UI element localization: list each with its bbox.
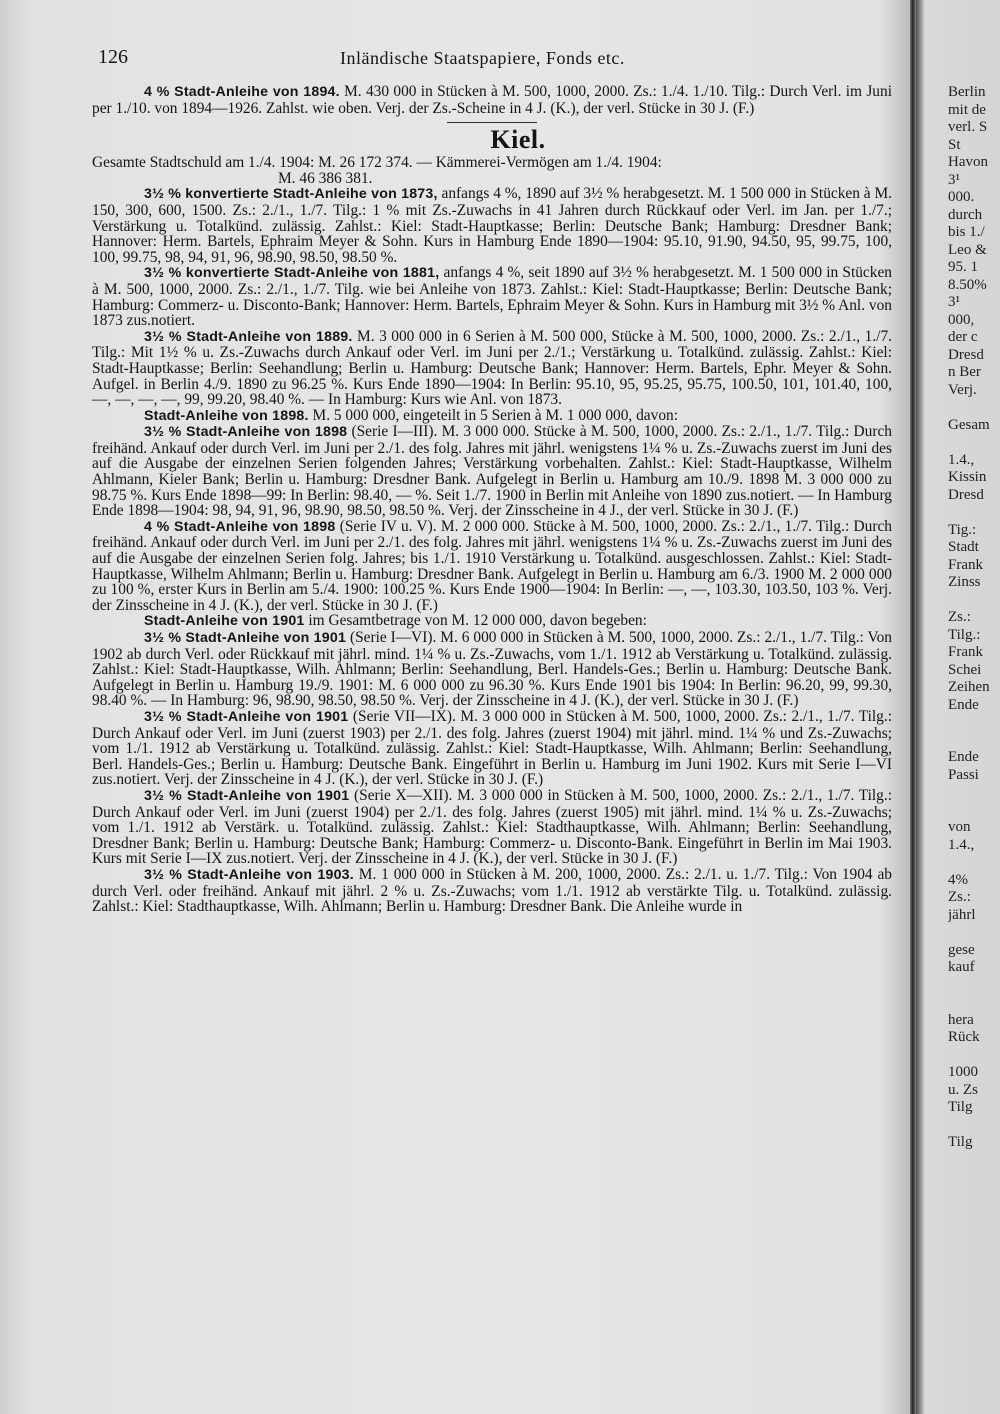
- facing-page-line: Dresd: [948, 486, 984, 503]
- facing-page-line: Zeihen: [948, 679, 990, 695]
- facing-page-line: bis 1./: [948, 224, 985, 240]
- facing-page-line: kauf: [948, 959, 975, 975]
- facing-page-line: Zs.:: [948, 889, 971, 905]
- loan-title: Stadt-Anleihe von 1901: [144, 613, 305, 630]
- kiel-loan-entries: [92, 186, 892, 914]
- facing-page-line: Gesam: [948, 416, 990, 433]
- loan-entry: [92, 788, 892, 867]
- facing-page-line: [948, 802, 1000, 820]
- facing-page-line: [948, 924, 1000, 942]
- running-title: Inländische Staatspapiere, Fonds etc.: [340, 48, 625, 68]
- city-heading: Kiel.: [490, 125, 546, 155]
- facing-page-line: [948, 434, 1000, 452]
- page-number: 126: [98, 46, 128, 68]
- facing-page-line: 000.: [948, 189, 975, 205]
- facing-page-line: St: [948, 136, 961, 153]
- loan-title: 3½ % Stadt-Anleihe von 1901: [144, 708, 349, 725]
- facing-page-line: [948, 399, 1000, 417]
- loan-details: (Serie I—III). M. 3 000 000. Stücke à M. 500, 1000, 2000. Zs.: 2./1., 1./7. Tilg.: Durch freihänd. Ankauf oder durch Verl. im Juni per 2./1. des folg. Jahres mit jährl. wenigstens 1¼ % u. Zs.-Zuwachs zuerst im Juni des auf die Ausgabe der einzelnen Serien folgenden Jahres; Verstärkung vorbehalten. Zahlst.: Kiel: Stadt-Hauptkasse, Wilhelm Ahlmann, Kieler Bank; Berlin u. Hamburg: Dresdner Bank. Aufgelegt in Berlin u. Hamburg am 10./9. 1898 M. 3 000 000 zu 98.75 %. Kurs Ende 1898—99: In Berlin: 98.40, — %. Seit 1./7. 1900 in Berlin mit Anleihe von 1890 zus.notiert. — In Hamburg Ende 1898—1904: 98, 94, 91, 96, 98.90, 98.50, 98.50 %. Verj. der Zinsscheine in 4 J., der verl. Stücke in 30 J. (F.): [92, 423, 892, 520]
- facing-page-line: 1.4.,: [948, 836, 975, 853]
- loan-entry: [92, 329, 892, 408]
- facing-page-line: Tilg.:: [948, 626, 981, 643]
- facing-page-line: Stadt: [948, 539, 979, 555]
- facing-page-line: Zs.:: [948, 609, 971, 625]
- facing-page-line: Ende: [948, 749, 979, 765]
- loan-details: (Serie IV u. V). M. 2 000 000. Stücke à M. 500, 1000, 2000. Zs.: 2./1., 1./7. Tilg.: Durch freihänd. Ankauf oder durch Verl. im Juni per 2./1. des folg. Jahres mit jährl. wenigstens 1¼ % u. Zs.-Zuwachs zuerst im Juni des auf die Ausgabe der einzelnen Serien folg. Jahres; bis 1./1. 1910 Verstärkung u. Totalkünd. ausgeschlossen. Zahlst.: Kiel: Stadt-Hauptkasse, Wilhelm Ahlmann; Berlin u. Hamburg: Dresdner Bank. Aufgelegt in Berlin u. Hamburg am 6./3. 1900 M. 2 000 000 zu 100 %, erster Kurs in Berlin am 5./4. 1900: 100.25 %. Kurs Ende 1900—1904: In Berlin: —, —, 103.30, 103.50, 103 %. Verj. der Zinsscheine in 4 J. (K.), der verl. Stücke in 30 J. (F.): [92, 517, 892, 614]
- facing-page-line: jährl: [948, 906, 976, 923]
- facing-page-line: 1.4.,: [948, 451, 975, 468]
- loan-title: 4 % Stadt-Anleihe von 1898: [144, 518, 336, 535]
- loan-entry: [92, 630, 892, 709]
- facing-page-line: Frank: [948, 556, 983, 573]
- loan-details: im Gesamtbetrage von M. 12 000 000, davon begeben:: [304, 612, 647, 630]
- facing-page-line: Dresd: [948, 346, 984, 363]
- facing-page-line: Kissin: [948, 469, 987, 485]
- main-text-column: [92, 84, 892, 915]
- facing-page-line: [948, 1047, 1000, 1065]
- loan-title: 3½ % Stadt-Anleihe von 1901: [144, 787, 350, 804]
- facing-page-line: von: [948, 819, 971, 835]
- facing-page-line: Verj.: [948, 381, 977, 398]
- facing-page-line: Berlin: [948, 84, 986, 100]
- loan-entry: [92, 867, 892, 915]
- facing-page-line: verl. S: [948, 119, 988, 135]
- loan-entry: [92, 519, 892, 614]
- loan-entry: [92, 709, 892, 788]
- facing-page-line: [948, 504, 1000, 522]
- facing-page-line: 000,: [948, 311, 975, 328]
- facing-page-line: [948, 977, 1000, 995]
- facing-page-line: 95. 1: [948, 259, 978, 275]
- facing-page-line: n Ber: [948, 364, 981, 380]
- book-gutter-shadow: [910, 0, 916, 1414]
- loan-details: anfangs 4 %, seit 1890 auf 3½ % herabgesetzt. M. 1 500 000 in Stücken à M. 500, 1000, 2000. Zs.: 2./1., 1./7. Tilg. wie bei Anleihe von 1873. Zahlst.: Kiel: Stadt-Hauptkasse; Berlin: Deutsche Bank; Hamburg: Commerz- u. Disconto-Bank; Hannover: Herm. Bartels, Ephraim Meyer & Sohn. Kurs in Hamburg mit 3½ % Anl. von 1873 zus.notiert.: [92, 264, 892, 330]
- loan-entry: [92, 84, 892, 116]
- facing-page-line: Passi: [948, 766, 979, 783]
- facing-page-line: der c: [948, 329, 978, 345]
- facing-page-line: mit de: [948, 101, 986, 118]
- loan-details: M. 5 000 000, eingeteilt in 5 Serien à M. 1 000 000, davon:: [308, 406, 678, 424]
- facing-page-line: Zinss: [948, 574, 981, 590]
- loan-entry: [92, 613, 892, 630]
- facing-page-fragment: [948, 84, 1000, 1152]
- loan-title: 3½ % konvertierte Stadt-Anleihe von 1873,: [144, 186, 438, 203]
- facing-page-line: [948, 732, 1000, 750]
- loan-details: (Serie X—XII). M. 3 000 000 in Stücken à M. 500, 1000, 2000. Zs.: 2./1., 1./7. Tilg.: Durch Ankauf oder Verl. im Juni (zuerst 1904) per 2./1. des folg. Jahres (zuerst 1905) mit jährl. mind. 1¼ % u. Zs.-Zuwachs; vom 1./1. 1912 ab Verstärk. u. Totalkünd. zulässig. Zahlst.: Kiel: Stadthauptkasse, Wilh. Ahlmann; Berlin: Seehandlung, Dresdner Bank; Berlin u. Hamburg: Deutsche Bank; Hamburg: Commerz- u. Disconto-Bank. Eingeführt in Berlin im Mai 1903. Kurs mit Serie I—IX zus.notiert. Verj. der Zinsscheine in 4 J. (K.), der verl. Stücke in 30 J. (F.): [92, 786, 892, 868]
- loan-title: 3½ % Stadt-Anleihe von 1901: [144, 630, 347, 646]
- loan-details: M. 430 000 in Stücken à M. 500, 1000, 2000. Zs.: 1./4. 1./10. Tilg.: Durch Verl. im Juni per 1./10. von 1894—1926. Zahlst. wie oben. Verj. der Zs.-Scheine in 4 J. (K.), der verl. Stücke in 30 J. (F.): [92, 83, 892, 117]
- facing-page-line: Tilg: [948, 1134, 973, 1150]
- loan-details: M. 3 000 000 in 6 Serien à M. 500 000, Stücke à M. 500, 1000, 2000. Zs.: 2./1., 1./7. Tilg.: Mit 1½ % u. Zs.-Zuwachs durch Ankauf oder Verl. im Juni per 2./1.; Verstärkung u. Totalkünd. zulässig. Zahlst.: Kiel: Stadt-Hauptkasse; Berlin: Seehandlung; Berlin u. Hamburg: Deutsche Bank; Hannover: Herm. Bartels, Ephr. Meyer & Sohn. Aufgel. in Berlin 4./9. 1890 zu 96.25 %. Kurs Ende 1890—1904: In Berlin: 95.10, 95, 95.25, 95.75, 100.50, 101, 101.40, 100, —, —, —, —, 99, 99.20, 98.40 %. — In Hamburg: Kurs wie Anl. von 1873.: [92, 327, 892, 409]
- facing-page-line: [948, 784, 1000, 802]
- facing-page-line: 1000: [948, 1064, 978, 1080]
- facing-page-line: 3¹: [948, 171, 960, 188]
- loan-details: (Serie VII—IX). M. 3 000 000 in Stücken à M. 500, 1000, 2000. Zs.: 2./1., 1./7. Tilg.: Durch Ankauf oder Verl. im Juni (zuerst 1903) per 2./1. des folg. Jahres (zuerst 1904) mit jährl. mind. 1¼ % und Zs.-Zuwachs; vom 1./1. 1912 ab Verstärkung u. Totalkünd. zulässig. Zahlst.: Kiel: Stadt-Hauptkasse, Wilh. Ahlmann; Berlin: Seehandlung, Berl. Handels-Ges.; Berlin u. Hamburg: Deutsche Bank. Eingeführt in Berlin u. Hamburg im Juni 1902. Kurs mit Serie I—VI zus.notiert. Verj. der Zinsscheine in 4 J. (K.), der verl. Stücke in 30 J. (F.): [92, 707, 892, 789]
- top-entries: [92, 84, 892, 116]
- loan-entry: [92, 408, 892, 425]
- facing-page-line: hera: [948, 1011, 974, 1028]
- loan-details: M. 1 000 000 in Stücken à M. 200, 1000, 2000. Zs.: 2./1. u. 1./7. Tilg.: Von 1904 ab durch Verl. oder freihänd. Ankauf mit jährl. 2 % u. Zs.-Zuwachs; vom 1./1. 1912 ab verstärkte Tilg. u. Totalkünd. zulässig. Zahlst.: Kiel: Stadthauptkasse, Wilh. Ahlmann; Berlin u. Hamburg: Dresdner Bank. Die Anleihe wurde in: [92, 865, 892, 916]
- loan-title: Stadt-Anleihe von 1898.: [144, 407, 309, 424]
- facing-page-line: Tig.:: [948, 521, 977, 538]
- facing-page-line: [948, 994, 1000, 1012]
- facing-page-line: gese: [948, 941, 975, 958]
- facing-page-line: Schei: [948, 661, 982, 678]
- loan-title: 3½ % Stadt-Anleihe von 1898: [144, 424, 348, 441]
- facing-page-line: Rück: [948, 1029, 980, 1045]
- facing-page-line: Leo &: [948, 241, 987, 258]
- loan-title: 3½ % Stadt-Anleihe von 1903.: [144, 866, 354, 883]
- loan-title: 3½ % Stadt-Anleihe von 1889.: [144, 328, 353, 345]
- facing-page-line: [948, 854, 1000, 872]
- loan-title: 4 % Stadt-Anleihe von 1894.: [144, 84, 340, 100]
- facing-page-line: Frank: [948, 644, 983, 660]
- facing-page-line: Havon: [948, 154, 988, 170]
- loan-entry: [92, 424, 892, 519]
- city-debt-line: Gesamte Stadtschuld am 1./4. 1904: M. 26 172 374. — Kämmerei-Vermögen am 1./4. 1904:: [92, 154, 662, 172]
- facing-page-line: durch: [948, 206, 983, 223]
- facing-page-line: Ende: [948, 696, 979, 713]
- facing-page-line: 3¹: [948, 294, 960, 310]
- facing-page-line: Tilg: [948, 1099, 973, 1115]
- city-assets-line: M. 46 386 381.: [278, 169, 373, 187]
- facing-page-line: [948, 592, 1000, 610]
- loan-entry: [92, 265, 892, 328]
- loan-details: anfangs 4 %, 1890 auf 3½ % herabgesetzt. M. 1 500 000 in Stücken à M. 150, 300, 600, 1500. Zs.: 2./1., 1./7. Tilg.: 1 % mit Zs.-Zuwachs in 41 Jahren durch Rückkauf oder Verl. im Jan. per 1./7.; Verstärkung u. Totalkünd. zulässig. Zahlst.: Kiel: Stadt-Hauptkasse; Berlin: Deutsche Bank; Hamburg: Dresdner Bank; Hannover: Herm. Bartels, Ephraim Meyer & Sohn. Kurs in Hamburg Ende 1890—1904: 95.10, 91.90, 94.50, 95, 99.75, 100, 100, 99.75, 98, 94, 91, 96, 98.90, 98.50, 98.50 %.: [92, 185, 892, 266]
- section-divider: [447, 122, 537, 123]
- page-header: [98, 46, 878, 72]
- facing-page-line: [948, 1117, 1000, 1135]
- facing-page-line: [948, 714, 1000, 732]
- loan-title: 3½ % konvertierte Stadt-Anleihe von 1881,: [144, 265, 440, 282]
- facing-page-line: u. Zs: [948, 1081, 978, 1098]
- loan-details: (Serie I—VI). M. 6 000 000 in Stücken à M. 500, 1000, 2000. Zs.: 2./1., 1./7. Tilg.: Von 1902 ab durch Verl. oder Rückkauf mit jährl. mind. 1¼ % u. Zs.-Zuwachs, vom 1./1. 1912 ab Verstärkung u. Totalkünd. zulässig. Zahlst.: Kiel: Stadt-Hauptkasse, Wilh. Ahlmann; Berlin: Seehandlung, Berl. Handels-Ges.; Berlin u. Hamburg: Deutsche Bank. Aufgelegt in Berlin u. Hamburg 19./9. 1901: M. 6 000 000 zu 96.30 %. Kurs Ende 1901 bis 1904: In Berlin: 96.20, 99, 99.30, 98.40 %. — In Hamburg: 96, 98.90, 98.50, 98.50 %. Verj. der Zinsscheine in 4 J. (K.), der verl. Stücke in 30 J. (F.): [92, 629, 892, 710]
- facing-page-line: 4%: [948, 871, 968, 888]
- facing-page-line: 8.50%: [948, 276, 987, 293]
- loan-entry: [92, 186, 892, 265]
